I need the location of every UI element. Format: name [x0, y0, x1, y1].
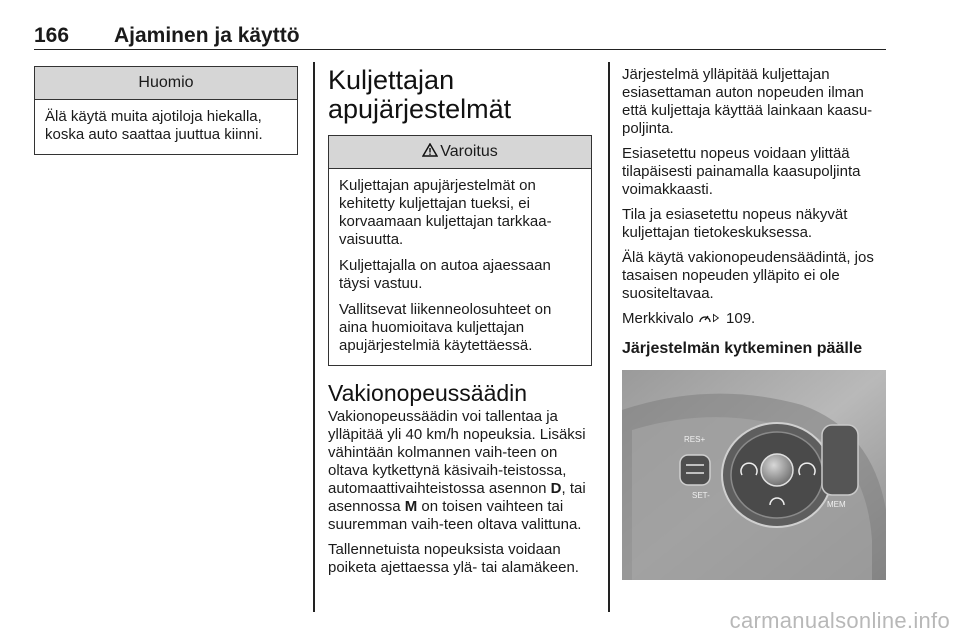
- right-paragraph-1: Järjestelmä ylläpitää kuljettajan esiasettaman auton nopeuden ilman että kuljettaja käyttää lainkaan kaasu-poljinta.: [622, 66, 873, 137]
- p5-text-a: Merkkivalo: [622, 310, 698, 327]
- warning-paragraph-1: Kuljettajan apujärjestelmät on kehitetty kuljettajan tueksi, ei korvaamaan kuljettajan tarkkaa-vaisuutta.: [339, 177, 552, 248]
- notice-title: Huomio: [35, 67, 297, 100]
- warning-paragraph-3: Vallitsevat liikenneolosuhteet on aina huomioitava kuljettajan apujärjestelmiä käytettäessä.: [339, 301, 552, 354]
- notice-box: [34, 66, 298, 155]
- page-reference-arrow-icon: [712, 312, 722, 324]
- cruise-control-heading: Vakionopeussäädin: [328, 380, 528, 406]
- gear-d-label: D: [550, 480, 562, 497]
- p5-text-b: 109.: [721, 310, 756, 327]
- p1-text-b: , tai asennossa: [328, 480, 586, 515]
- cruise-control-paragraph-1: [328, 408, 592, 534]
- warning-title: Varoitus: [440, 143, 498, 160]
- set-minus-label: SET-: [692, 491, 710, 500]
- middle-column: [328, 66, 592, 584]
- warning-triangle-icon: [422, 143, 438, 157]
- p1-text-a: Vakionopeussäädin voi tallentaa ja ylläpitää yli 40 km/h nopeuksia. Lisäksi vähintään kolmannen vaih-teen on oltava kytkettynä käsivaih-teistossa, automaattivaihteistossa asennon: [328, 408, 586, 497]
- cruise-control-paragraph-2: Tallennetuista nopeuksista voidaan poiketa ajettaessa ylä- tai alamäkeen.: [328, 541, 579, 576]
- section-title-line1: Kuljettajan: [328, 65, 455, 95]
- p1-text-c: on toisen vaihteen tai suuremman vaih-teen oltava valittuna.: [328, 498, 582, 533]
- page-number: 166: [34, 24, 70, 47]
- mem-label: MEM: [827, 500, 846, 509]
- warning-box: [328, 135, 592, 366]
- page-title: Ajaminen ja käyttö: [114, 24, 300, 47]
- left-column: [34, 66, 298, 155]
- steering-wheel-controls-figure: [622, 370, 886, 580]
- notice-text: Älä käytä muita ajotiloja hiekalla, koska auto saattaa juuttua kiinni.: [45, 108, 263, 143]
- gear-m-label: M: [404, 498, 418, 515]
- right-paragraph-5: [622, 310, 886, 328]
- right-paragraph-2: Esiasetettu nopeus voidaan ylittää tilapäisesti painamalla kaasupoljinta voimakkaasti.: [622, 145, 861, 198]
- column-divider-2: [608, 62, 610, 612]
- page-header: [34, 22, 886, 50]
- res-plus-label: RES+: [684, 435, 706, 444]
- warning-paragraph-2: Kuljettajalla on autoa ajaessaan täysi vastuu.: [339, 257, 551, 292]
- section-title-line2: apujärjestelmät: [328, 94, 512, 124]
- notice-body: [35, 100, 297, 154]
- watermark: carmanualsonline.info: [729, 608, 950, 633]
- warning-header: [329, 136, 591, 169]
- right-column: [622, 66, 886, 580]
- activation-subheading: Järjestelmän kytkeminen päälle: [622, 340, 863, 357]
- right-paragraph-3: Tila ja esiasetettu nopeus näkyvät kuljettajan tietokeskuksessa.: [622, 206, 848, 241]
- cruise-control-indicator-icon: [698, 312, 712, 324]
- column-divider-1: [313, 62, 315, 612]
- right-paragraph-4: Älä käytä vakionopeudensäädintä, jos tasaisen nopeuden ylläpito ei ole suositeltavaa.: [622, 249, 874, 302]
- section-title: [328, 66, 592, 124]
- warning-body: [329, 169, 591, 365]
